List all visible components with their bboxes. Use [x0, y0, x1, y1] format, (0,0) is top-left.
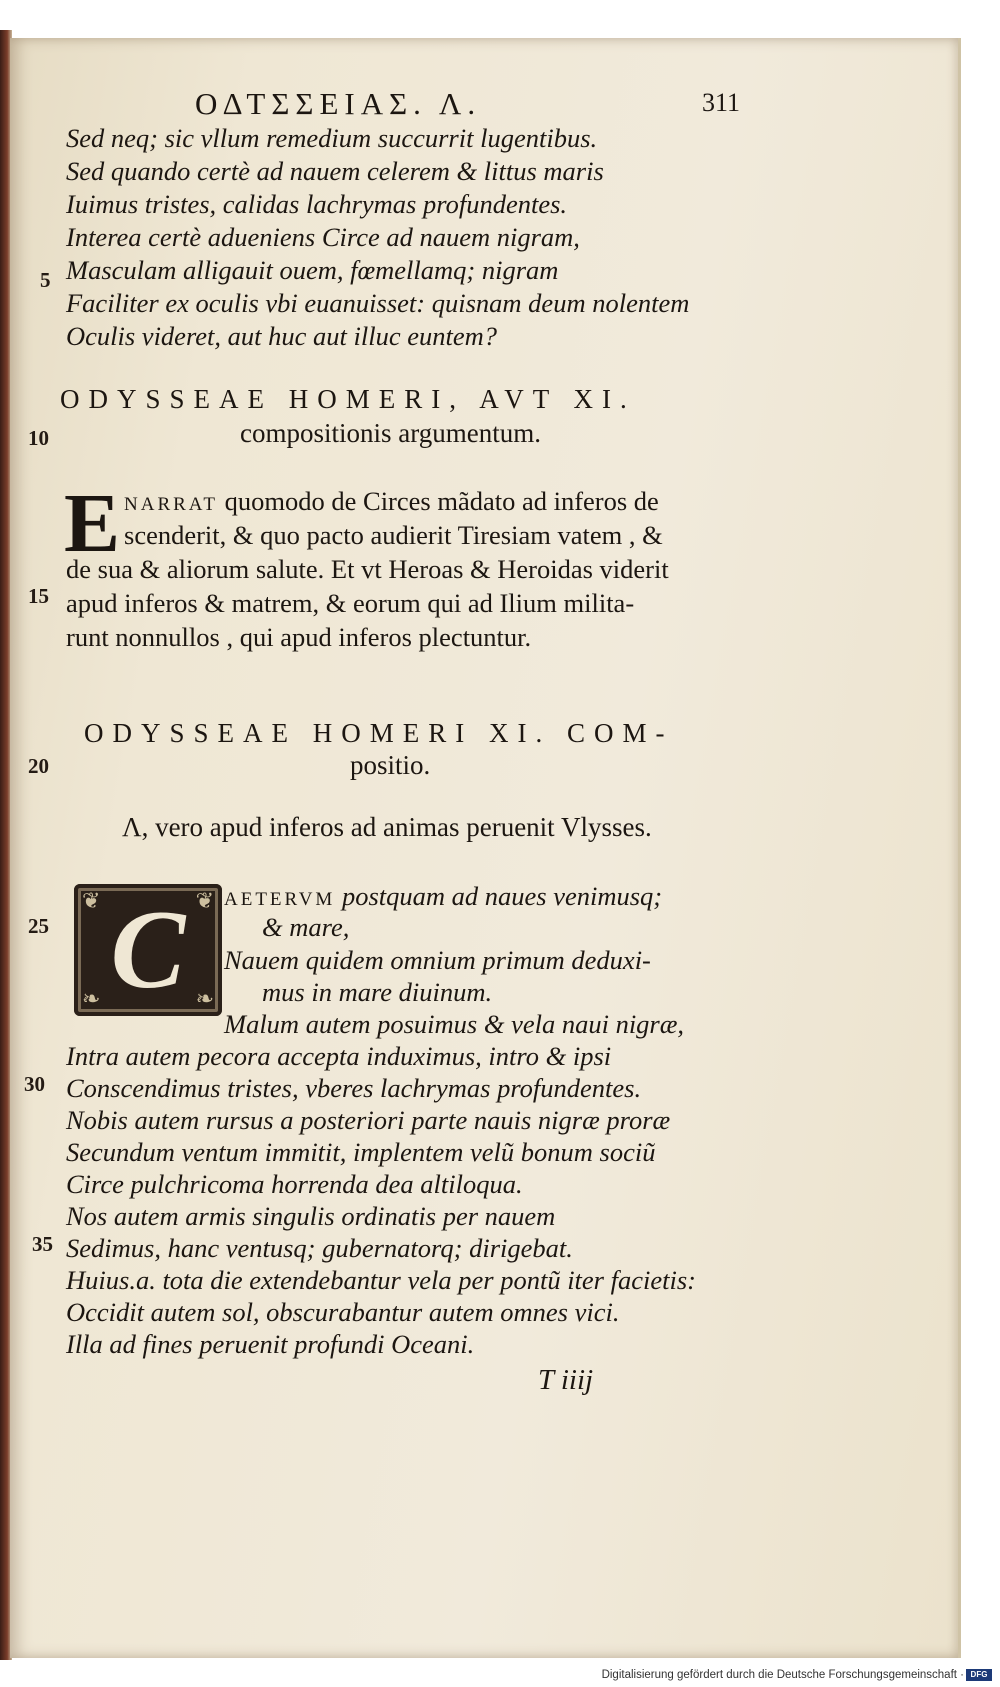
line-number: 15 [28, 584, 49, 608]
ornament-icon: ❧ [82, 986, 101, 1011]
ornament-icon: ❦ [82, 888, 101, 913]
line-number: 10 [28, 426, 49, 450]
drop-cap-e: E [64, 477, 121, 570]
ornate-initial-letter: C [110, 888, 186, 1012]
line-number: 25 [28, 914, 49, 938]
verse-line-1: postquam ad naues venimusq; [335, 881, 663, 911]
argument-line-1: quomodo de Circes mãdato ad inferos de [218, 486, 659, 516]
verse-smallcaps: AETERVM [224, 889, 336, 910]
verse-line-12: Sedimus, hanc ventusq; gubernatorq; dirigebat. [66, 1233, 573, 1263]
verse-line-9: Secundum ventum immitit, implentem velũ bonum sociũ [66, 1137, 656, 1167]
argument-line-4: apud inferos & matrem, & eorum qui ad Ilium milita- [66, 588, 635, 618]
dfg-logo-icon: DFG [966, 1669, 992, 1681]
argument-paragraph [66, 486, 669, 656]
verse-block-top [66, 122, 689, 353]
section-heading-composition-sub: positio. [350, 750, 431, 780]
argument-smallcaps: NARRAT [124, 494, 219, 515]
page-number: 311 [702, 88, 741, 117]
verse-line: Oculis videret, aut huc aut illuc euntem? [66, 321, 498, 351]
verse-line: Faciliter ex oculis vbi euanuisset: quisnam deum nolentem [66, 288, 690, 318]
book-page [10, 38, 961, 1658]
page-header [10, 86, 958, 126]
verse-line-7: Conscendimus tristes, vberes lachrymas profundentes. [66, 1073, 642, 1103]
signature-mark: T iiij [538, 1364, 594, 1396]
verse-line-14: Occidit autem sol, obscurabantur autem omnes vici. [66, 1297, 620, 1327]
verse-line: Masculam alligauit ouem, fœmellamq; nigram [66, 255, 559, 285]
verse-line-4: mus in mare diuinum. [262, 977, 493, 1007]
section-heading-argument: ODYSSEAE HOMERI, AVT XI. [60, 384, 636, 414]
section-heading-argument-sub: compositionis argumentum. [240, 418, 541, 448]
argument-line-2: scenderit, & quo pacto audierit Tiresiam vatem , & [124, 520, 663, 550]
line-number: 35 [32, 1232, 53, 1256]
verse-line: Sed neq; sic vllum remedium succurrit lugentibus. [66, 123, 598, 153]
line-number: 20 [28, 754, 49, 778]
verse-line-3: Nauem quidem omnium primum deduxi- [224, 945, 651, 975]
argument-line-3: de sua & aliorum salute. Et vt Heroas & Heroidas viderit [66, 554, 669, 584]
line-number: 30 [24, 1072, 45, 1096]
ornament-icon: ❧ [195, 986, 214, 1011]
verse-line-8: Nobis autem rursus a posteriori parte nauis nigræ proræ [66, 1105, 671, 1135]
verse-line: Iuimus tristes, calidas lachrymas profundentes. [66, 189, 568, 219]
section-heading-composition: ODYSSEAE HOMERI XI. COM- [84, 718, 674, 748]
argument-line [66, 486, 669, 520]
verse-line-11: Nos autem armis singulis ordinatis per nauem [66, 1201, 556, 1231]
verse-line: Sed quando certè ad nauem celerem & littus maris [66, 156, 604, 186]
verse-line-6: Intra autem pecora accepta induximus, intro & ipsi [66, 1041, 612, 1071]
verse-line: Interea certè adueniens Circe ad nauem nigram, [66, 222, 580, 252]
verse-line-10: Circe pulchricoma horrenda dea altiloqua. [66, 1169, 523, 1199]
ornament-icon: ❦ [195, 888, 214, 913]
verse-line-15: Illa ad fines peruenit profundi Oceani. [66, 1329, 475, 1359]
running-head: ΟΔΤΣΣΕΙΑΣ. Λ. [195, 86, 482, 121]
verse-line-5: Malum autem posuimus & vela naui nigræ, [224, 1009, 685, 1039]
verse-line-13: Huius.a. tota die extendebantur vela per pontũ iter facietis: [66, 1265, 696, 1295]
verse-line-2: & mare, [262, 912, 350, 942]
digitization-credit: Digitalisierung gefördert durch die Deutsche Forschungsgemeinschaft · [601, 1669, 964, 1681]
ornate-initial-c [74, 884, 222, 1016]
book-summary-line: Λ, vero apud inferos ad animas peruenit Vlysses. [122, 812, 652, 842]
line-number: 5 [40, 268, 51, 292]
argument-line-5: runt nonnullos , qui apud inferos plectuntur. [66, 622, 532, 652]
